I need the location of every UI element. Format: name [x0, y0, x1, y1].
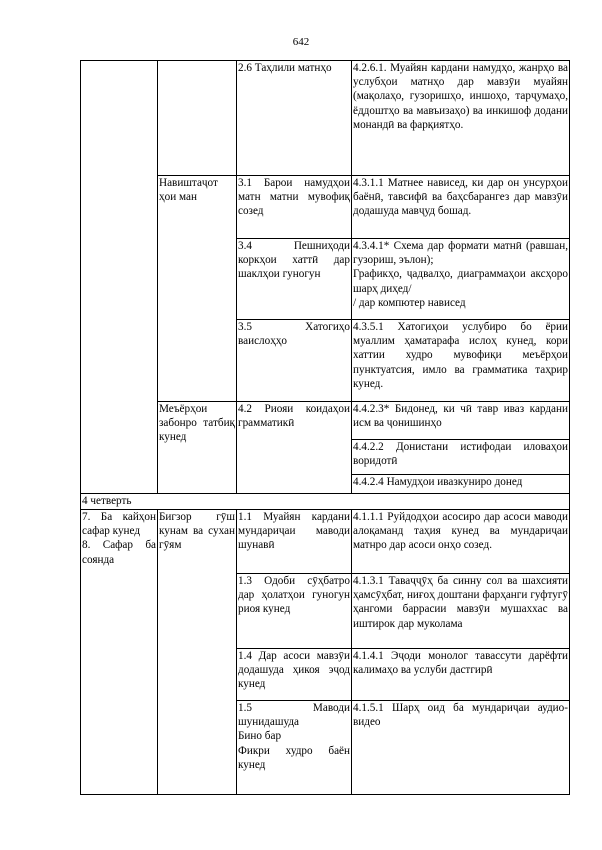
- topic-cell: 1.3 Одоби сӯҳбатро дар ҳолатҳои гуногун риоя кунед: [237, 574, 352, 649]
- table-row: [81, 510, 570, 574]
- objective-line: Графикҳо, ҷадвалҳо, диаграммаҳои аксҳоро шарҳ диҳед/: [353, 268, 568, 295]
- objective-cell: 4.4.2.4 Намудҳои ивазкуниро донед: [352, 475, 570, 494]
- objective-cell: 4.4.2.3* Бидонед, ки чӣ тавр иваз кардани исм ва ҷонишинҳо: [352, 402, 570, 440]
- section-cell: [158, 61, 237, 176]
- objective-cell: 4.2.6.1. Муайян кардани намудҳо, жанрҳо ва услубҳои матнҳо дар мавзӯи муайян (мақолаҳо, гузоришҳо, иншоҳо, тарҷумаҳо, ёддоштҳо ва мавъизаҳо) ва инкишоф додани монандӣ ва фарқиятҳо.: [352, 61, 570, 176]
- topic-cell: 3.5 Хатогиҳо ваислоҳҳо: [237, 320, 352, 402]
- section-cell: Бигзор гӯш кунам ва сухан гӯям: [158, 510, 237, 795]
- topic-cell: 1.4 Дар асоси мавзӯи додашуда ҳикоя эҷод кунед: [237, 649, 352, 701]
- objective-cell: 4.4.2.2 Донистани истифодаи иловаҳои воридотӣ: [352, 440, 570, 475]
- unit-line: 8. Сафар ба сояндa: [82, 539, 156, 566]
- topic-cell: 1.1 Муайян кардани мундариҷаи маводи шунавӣ: [237, 510, 352, 574]
- objective-cell: [352, 239, 570, 320]
- page-number: 642: [292, 36, 310, 48]
- topic-cell: [237, 701, 352, 795]
- topic-cell: 2.6 Таҳлили матнҳо: [237, 61, 352, 176]
- topic-cell: 3.1 Барои намудҳои матн матни мувофиқ созед: [237, 176, 352, 239]
- objective-cell: 4.1.3.1 Таваҷҷӯҳ ба синну сол ва шахсияти ҳамсӯҳбат, ниғоҳ доштани фарҳанги гуфтугӯ ҳангоми баррасии мавзӯи мушаххас ва иштирок дар муколама: [352, 574, 570, 649]
- objective-line: / дар компютер нависед: [353, 296, 466, 309]
- table-row: [81, 61, 570, 176]
- objective-cell: 4.3.1.1 Матнее нависед, ки дар он унсурҳои баёнӣ, тавсифӣ ва баҳсбарангез дар мавзӯи додашуда мавҷуд бошад.: [352, 176, 570, 239]
- objective-cell: 4.3.5.1 Хатогиҳои услубиро бо ёрии муаллим ҳаматарафа ислоҳ кунед, кори хаттии худро мувофиқи меъёрҳои пунктуатсия, имло ва грамматика таҳрир кунед.: [352, 320, 570, 402]
- objective-cell: 4.1.4.1 Эҷоди монолог тавассути дарёфти калимаҳо ва услуби дастгирӣ: [352, 649, 570, 701]
- unit-line: 7. Ба кайҳон сафар кунед: [82, 511, 156, 538]
- unit-cell: [81, 510, 158, 795]
- quarter-label: 4 четверть: [81, 494, 570, 510]
- topic-cell: 3.4 Пешниҳоди коркҳои хаттӣ дар шаклҳои гуногун: [237, 239, 352, 320]
- topic-line: Фикри худро баён кунед: [238, 744, 350, 771]
- topic-line: 1.5 Маводи шунидашуда: [238, 702, 350, 729]
- objective-cell: 4.1.5.1 Шарҳ оид ба мундариҷаи аудио-видео: [352, 701, 570, 795]
- section-cell: Меъёрҳои забонро татбиқ кунед: [158, 402, 237, 494]
- quarter-row: [81, 494, 570, 510]
- unit-cell: [81, 61, 158, 494]
- topic-line: Бино бар: [238, 730, 282, 743]
- curriculum-table: [80, 60, 570, 795]
- objective-line: 4.3.4.1* Схема дар формати матнӣ (равшан, гузориш, эълон);: [353, 240, 568, 267]
- topic-cell: 4.2 Риояи коидаҳои грамматикӣ: [237, 402, 352, 494]
- objective-cell: 4.1.1.1 Руйдодҳои асосиро дар асоси маводи алоқаманд таҳия кунед ва мундариҷаи матнро дар асоси онҳо созед.: [352, 510, 570, 574]
- section-cell: Навиштаҷот ҳои ман: [158, 176, 237, 402]
